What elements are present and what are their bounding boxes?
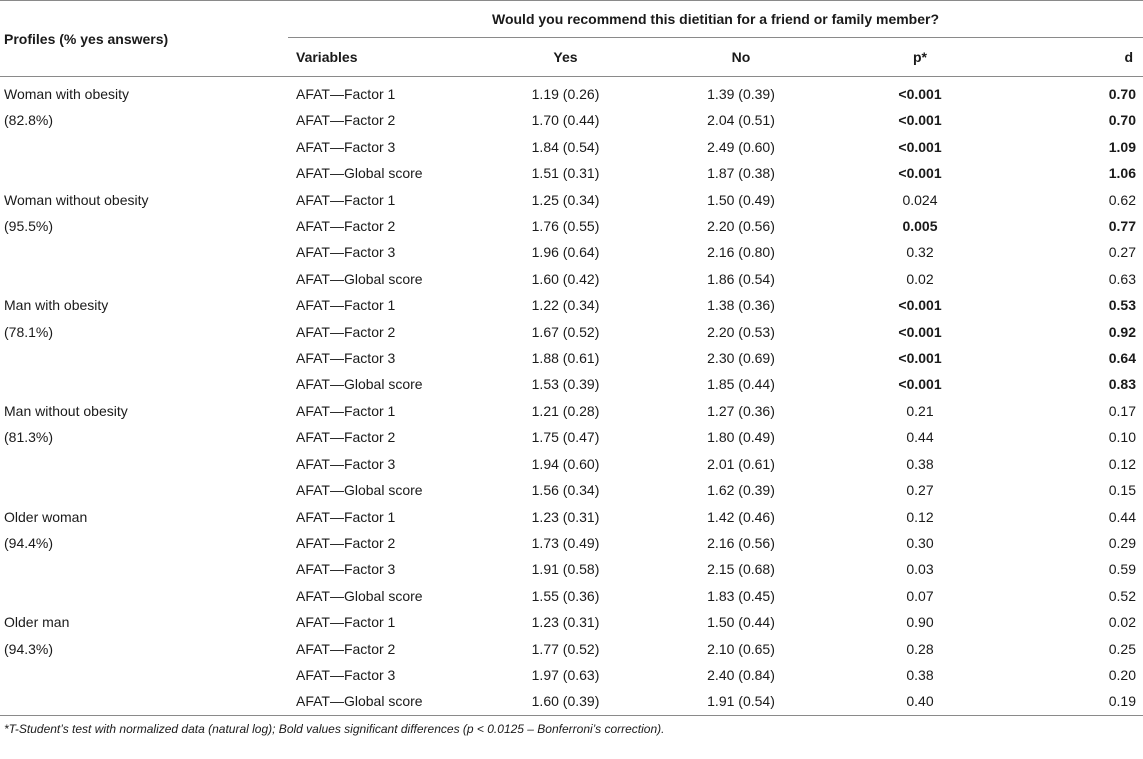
no-value-cell: 2.01 (0.61) — [707, 455, 775, 472]
d-value-cell: 1.09 — [1108, 138, 1136, 155]
p-value-cell: 0.03 — [906, 561, 934, 578]
yes-value-cell: 1.23 (0.31) — [531, 508, 600, 525]
yes-value-cell: 1.53 (0.39) — [531, 376, 600, 393]
variable-cell: AFAT—Factor 2 — [296, 218, 396, 235]
no-value-cell: 2.04 (0.51) — [707, 112, 775, 129]
table-row — [0, 688, 1143, 715]
d-value-cell: 0.70 — [1108, 86, 1136, 102]
p-value-cell: <0.001 — [898, 297, 942, 314]
profile-cell — [0, 556, 288, 582]
d-value-cell: 0.25 — [1108, 640, 1136, 657]
table-row — [0, 609, 1143, 635]
profile-cell — [0, 477, 288, 503]
p-value-cell: 0.40 — [829, 688, 1011, 715]
table-row — [0, 345, 1143, 371]
yes-value-cell: 1.60 (0.39) — [478, 688, 653, 715]
table-row — [0, 213, 1143, 239]
p-value-cell: <0.001 — [898, 86, 942, 102]
d-value-cell: 0.52 — [1108, 587, 1136, 604]
variables-column-header: Variables — [288, 38, 478, 77]
no-value-cell: 1.38 (0.36) — [707, 297, 775, 314]
d-column-header: d — [1011, 38, 1143, 77]
no-value-cell: 1.39 (0.39) — [707, 86, 775, 102]
p-value-cell: <0.001 — [898, 165, 942, 182]
profile-cell — [0, 239, 288, 265]
variable-cell: AFAT—Factor 2 — [296, 323, 396, 340]
yes-value-cell: 1.75 (0.47) — [531, 429, 600, 446]
table-row — [0, 266, 1143, 292]
yes-value-cell: 1.55 (0.36) — [531, 587, 600, 604]
variable-cell: AFAT—Global score — [288, 688, 478, 715]
variable-cell: AFAT—Factor 1 — [296, 614, 396, 631]
p-value-cell: 0.32 — [906, 244, 934, 261]
profile-cell — [0, 160, 288, 186]
variable-cell: AFAT—Factor 1 — [296, 86, 396, 102]
p-value-cell: 0.21 — [906, 402, 934, 419]
variable-cell: AFAT—Global score — [296, 587, 423, 604]
variable-cell: AFAT—Global score — [296, 376, 423, 393]
yes-value-cell: 1.19 (0.26) — [531, 86, 600, 102]
yes-column-header: Yes — [478, 38, 653, 77]
table-row — [0, 451, 1143, 477]
yes-value-cell: 1.56 (0.34) — [531, 482, 600, 499]
variable-cell: AFAT—Factor 1 — [296, 297, 396, 314]
table-header — [0, 1, 1143, 77]
table-footnote: *T-Student’s test with normalized data (natural log); Bold values significant differences (p < 0.0125 – Bonferroni’s correction). — [4, 721, 665, 736]
table-row — [0, 134, 1143, 160]
d-value-cell: 0.20 — [1108, 666, 1136, 683]
p-value-cell: 0.27 — [906, 482, 934, 499]
profile-cell: Woman with obesity — [4, 86, 130, 102]
profiles-column-header: Profiles (% yes answers) — [0, 1, 288, 77]
p-value-cell: 0.90 — [906, 614, 934, 631]
table-row — [0, 424, 1143, 450]
no-value-cell: 1.91 (0.54) — [653, 688, 829, 715]
d-value-cell: 0.63 — [1108, 270, 1136, 287]
p-value-cell: <0.001 — [898, 376, 942, 393]
profile-cell — [0, 134, 288, 160]
profile-cell: (94.4%) — [4, 534, 54, 551]
p-value-cell: 0.30 — [906, 534, 934, 551]
d-value-cell: 0.59 — [1108, 561, 1136, 578]
d-value-cell: 0.12 — [1108, 455, 1136, 472]
yes-value-cell: 1.70 (0.44) — [531, 112, 600, 129]
d-value-cell: 0.19 — [1011, 688, 1143, 715]
table-row — [0, 107, 1143, 133]
profile-cell — [0, 451, 288, 477]
no-value-cell: 1.83 (0.45) — [707, 587, 775, 604]
no-value-cell: 2.30 (0.69) — [707, 350, 775, 367]
table-row — [0, 662, 1143, 688]
no-value-cell: 2.15 (0.68) — [707, 561, 775, 578]
variable-cell: AFAT—Factor 1 — [296, 508, 396, 525]
d-value-cell: 0.62 — [1108, 191, 1136, 208]
no-value-cell: 1.87 (0.38) — [707, 165, 775, 182]
variable-cell: AFAT—Factor 1 — [296, 402, 396, 419]
yes-value-cell: 1.94 (0.60) — [531, 455, 600, 472]
yes-value-cell: 1.84 (0.54) — [531, 138, 600, 155]
p-value-cell: <0.001 — [898, 323, 942, 340]
table-body — [0, 77, 1143, 716]
no-value-cell: 1.50 (0.49) — [707, 191, 775, 208]
variable-cell: AFAT—Factor 3 — [296, 666, 396, 683]
p-value-cell: 0.07 — [906, 587, 934, 604]
question-group-header: Would you recommend this dietitian for a friend or family member? — [288, 1, 1143, 38]
d-value-cell: 0.02 — [1108, 614, 1136, 631]
yes-value-cell: 1.73 (0.49) — [531, 534, 600, 551]
no-value-cell: 1.62 (0.39) — [707, 482, 775, 499]
profile-cell — [0, 583, 288, 609]
p-value-cell: 0.44 — [906, 429, 934, 446]
no-column-header: No — [653, 38, 829, 77]
d-value-cell: 0.44 — [1108, 508, 1136, 525]
yes-value-cell: 1.21 (0.28) — [531, 402, 600, 419]
variable-cell: AFAT—Global score — [296, 165, 423, 182]
table-row — [0, 504, 1143, 530]
table-row — [0, 530, 1143, 556]
profile-cell: Older woman — [4, 508, 88, 525]
variable-cell: AFAT—Global score — [296, 482, 423, 499]
profile-cell — [0, 688, 288, 715]
d-value-cell: 1.06 — [1108, 165, 1136, 182]
d-value-cell: 0.27 — [1108, 244, 1136, 261]
table-row — [0, 187, 1143, 213]
d-value-cell: 0.29 — [1108, 534, 1136, 551]
variable-cell: AFAT—Factor 3 — [296, 455, 396, 472]
profile-cell: Older man — [4, 614, 70, 631]
variable-cell: AFAT—Factor 2 — [296, 534, 396, 551]
table-row — [0, 292, 1143, 318]
yes-value-cell: 1.67 (0.52) — [531, 323, 600, 340]
profile-cell: Man without obesity — [4, 402, 128, 419]
no-value-cell: 1.50 (0.44) — [707, 614, 775, 631]
yes-value-cell: 1.51 (0.31) — [531, 165, 600, 182]
no-value-cell: 2.16 (0.80) — [707, 244, 775, 261]
table-row — [0, 477, 1143, 503]
table-row — [0, 398, 1143, 424]
d-value-cell: 0.83 — [1108, 376, 1136, 393]
profile-cell — [0, 266, 288, 292]
no-value-cell: 2.49 (0.60) — [707, 138, 775, 155]
profile-cell: (82.8%) — [4, 112, 54, 129]
p-column-header: p* — [829, 38, 1011, 77]
p-value-cell: 0.28 — [906, 640, 934, 657]
table-row — [0, 583, 1143, 609]
p-value-cell: <0.001 — [898, 350, 942, 367]
yes-value-cell: 1.22 (0.34) — [531, 297, 600, 314]
table-row — [0, 636, 1143, 662]
yes-value-cell: 1.76 (0.55) — [531, 218, 600, 235]
variable-cell: AFAT—Factor 1 — [296, 191, 396, 208]
no-value-cell: 2.40 (0.84) — [707, 666, 775, 683]
d-value-cell: 0.15 — [1108, 482, 1136, 499]
table-row — [0, 319, 1143, 345]
variable-cell: AFAT—Factor 2 — [296, 640, 396, 657]
yes-value-cell: 1.88 (0.61) — [531, 350, 600, 367]
table-row — [0, 371, 1143, 397]
profile-cell: (78.1%) — [4, 323, 54, 340]
profile-cell — [0, 662, 288, 688]
profile-cell — [0, 345, 288, 371]
yes-value-cell: 1.77 (0.52) — [531, 640, 600, 657]
yes-value-cell: 1.25 (0.34) — [531, 191, 600, 208]
profile-cell — [0, 371, 288, 397]
variable-cell: AFAT—Factor 2 — [296, 429, 396, 446]
variable-cell: AFAT—Factor 3 — [296, 561, 396, 578]
no-value-cell: 1.42 (0.46) — [707, 508, 775, 525]
profile-cell: (94.3%) — [4, 640, 54, 657]
table-row — [0, 239, 1143, 265]
d-value-cell: 0.64 — [1108, 350, 1136, 367]
profile-cell: (81.3%) — [4, 429, 54, 446]
profile-cell: Man with obesity — [4, 297, 109, 314]
variable-cell: AFAT—Global score — [296, 270, 423, 287]
profile-cell: (95.5%) — [4, 218, 54, 235]
d-value-cell: 0.92 — [1108, 323, 1136, 340]
profile-cell: Woman without obesity — [4, 191, 149, 208]
p-value-cell: 0.024 — [902, 191, 938, 208]
p-value-cell: 0.12 — [906, 508, 934, 525]
no-value-cell: 2.20 (0.56) — [707, 218, 775, 235]
yes-value-cell: 1.91 (0.58) — [531, 561, 600, 578]
variable-cell: AFAT—Factor 3 — [296, 244, 396, 261]
d-value-cell: 0.70 — [1108, 112, 1136, 129]
no-value-cell: 2.16 (0.56) — [707, 534, 775, 551]
yes-value-cell: 1.60 (0.42) — [531, 270, 600, 287]
d-value-cell: 0.10 — [1108, 429, 1136, 446]
no-value-cell: 2.20 (0.53) — [707, 323, 775, 340]
no-value-cell: 2.10 (0.65) — [707, 640, 775, 657]
variable-cell: AFAT—Factor 3 — [296, 138, 396, 155]
p-value-cell: 0.38 — [906, 666, 934, 683]
d-value-cell: 0.17 — [1108, 402, 1136, 419]
d-value-cell: 0.77 — [1108, 218, 1136, 235]
p-value-cell: 0.02 — [906, 270, 934, 287]
p-value-cell: 0.38 — [906, 455, 934, 472]
p-value-cell: <0.001 — [898, 138, 942, 155]
p-value-cell: <0.001 — [898, 112, 942, 129]
no-value-cell: 1.27 (0.36) — [707, 402, 775, 419]
table-row — [0, 77, 1143, 108]
table-row — [0, 160, 1143, 186]
no-value-cell: 1.86 (0.54) — [707, 270, 775, 287]
p-value-cell: 0.005 — [902, 218, 938, 235]
variable-cell: AFAT—Factor 2 — [296, 112, 396, 129]
table-row — [0, 556, 1143, 582]
no-value-cell: 1.85 (0.44) — [707, 376, 775, 393]
yes-value-cell: 1.97 (0.63) — [531, 666, 600, 683]
variable-cell: AFAT—Factor 3 — [296, 350, 396, 367]
yes-value-cell: 1.96 (0.64) — [531, 244, 600, 261]
no-value-cell: 1.80 (0.49) — [707, 429, 775, 446]
yes-value-cell: 1.23 (0.31) — [531, 614, 600, 631]
d-value-cell: 0.53 — [1108, 297, 1136, 314]
